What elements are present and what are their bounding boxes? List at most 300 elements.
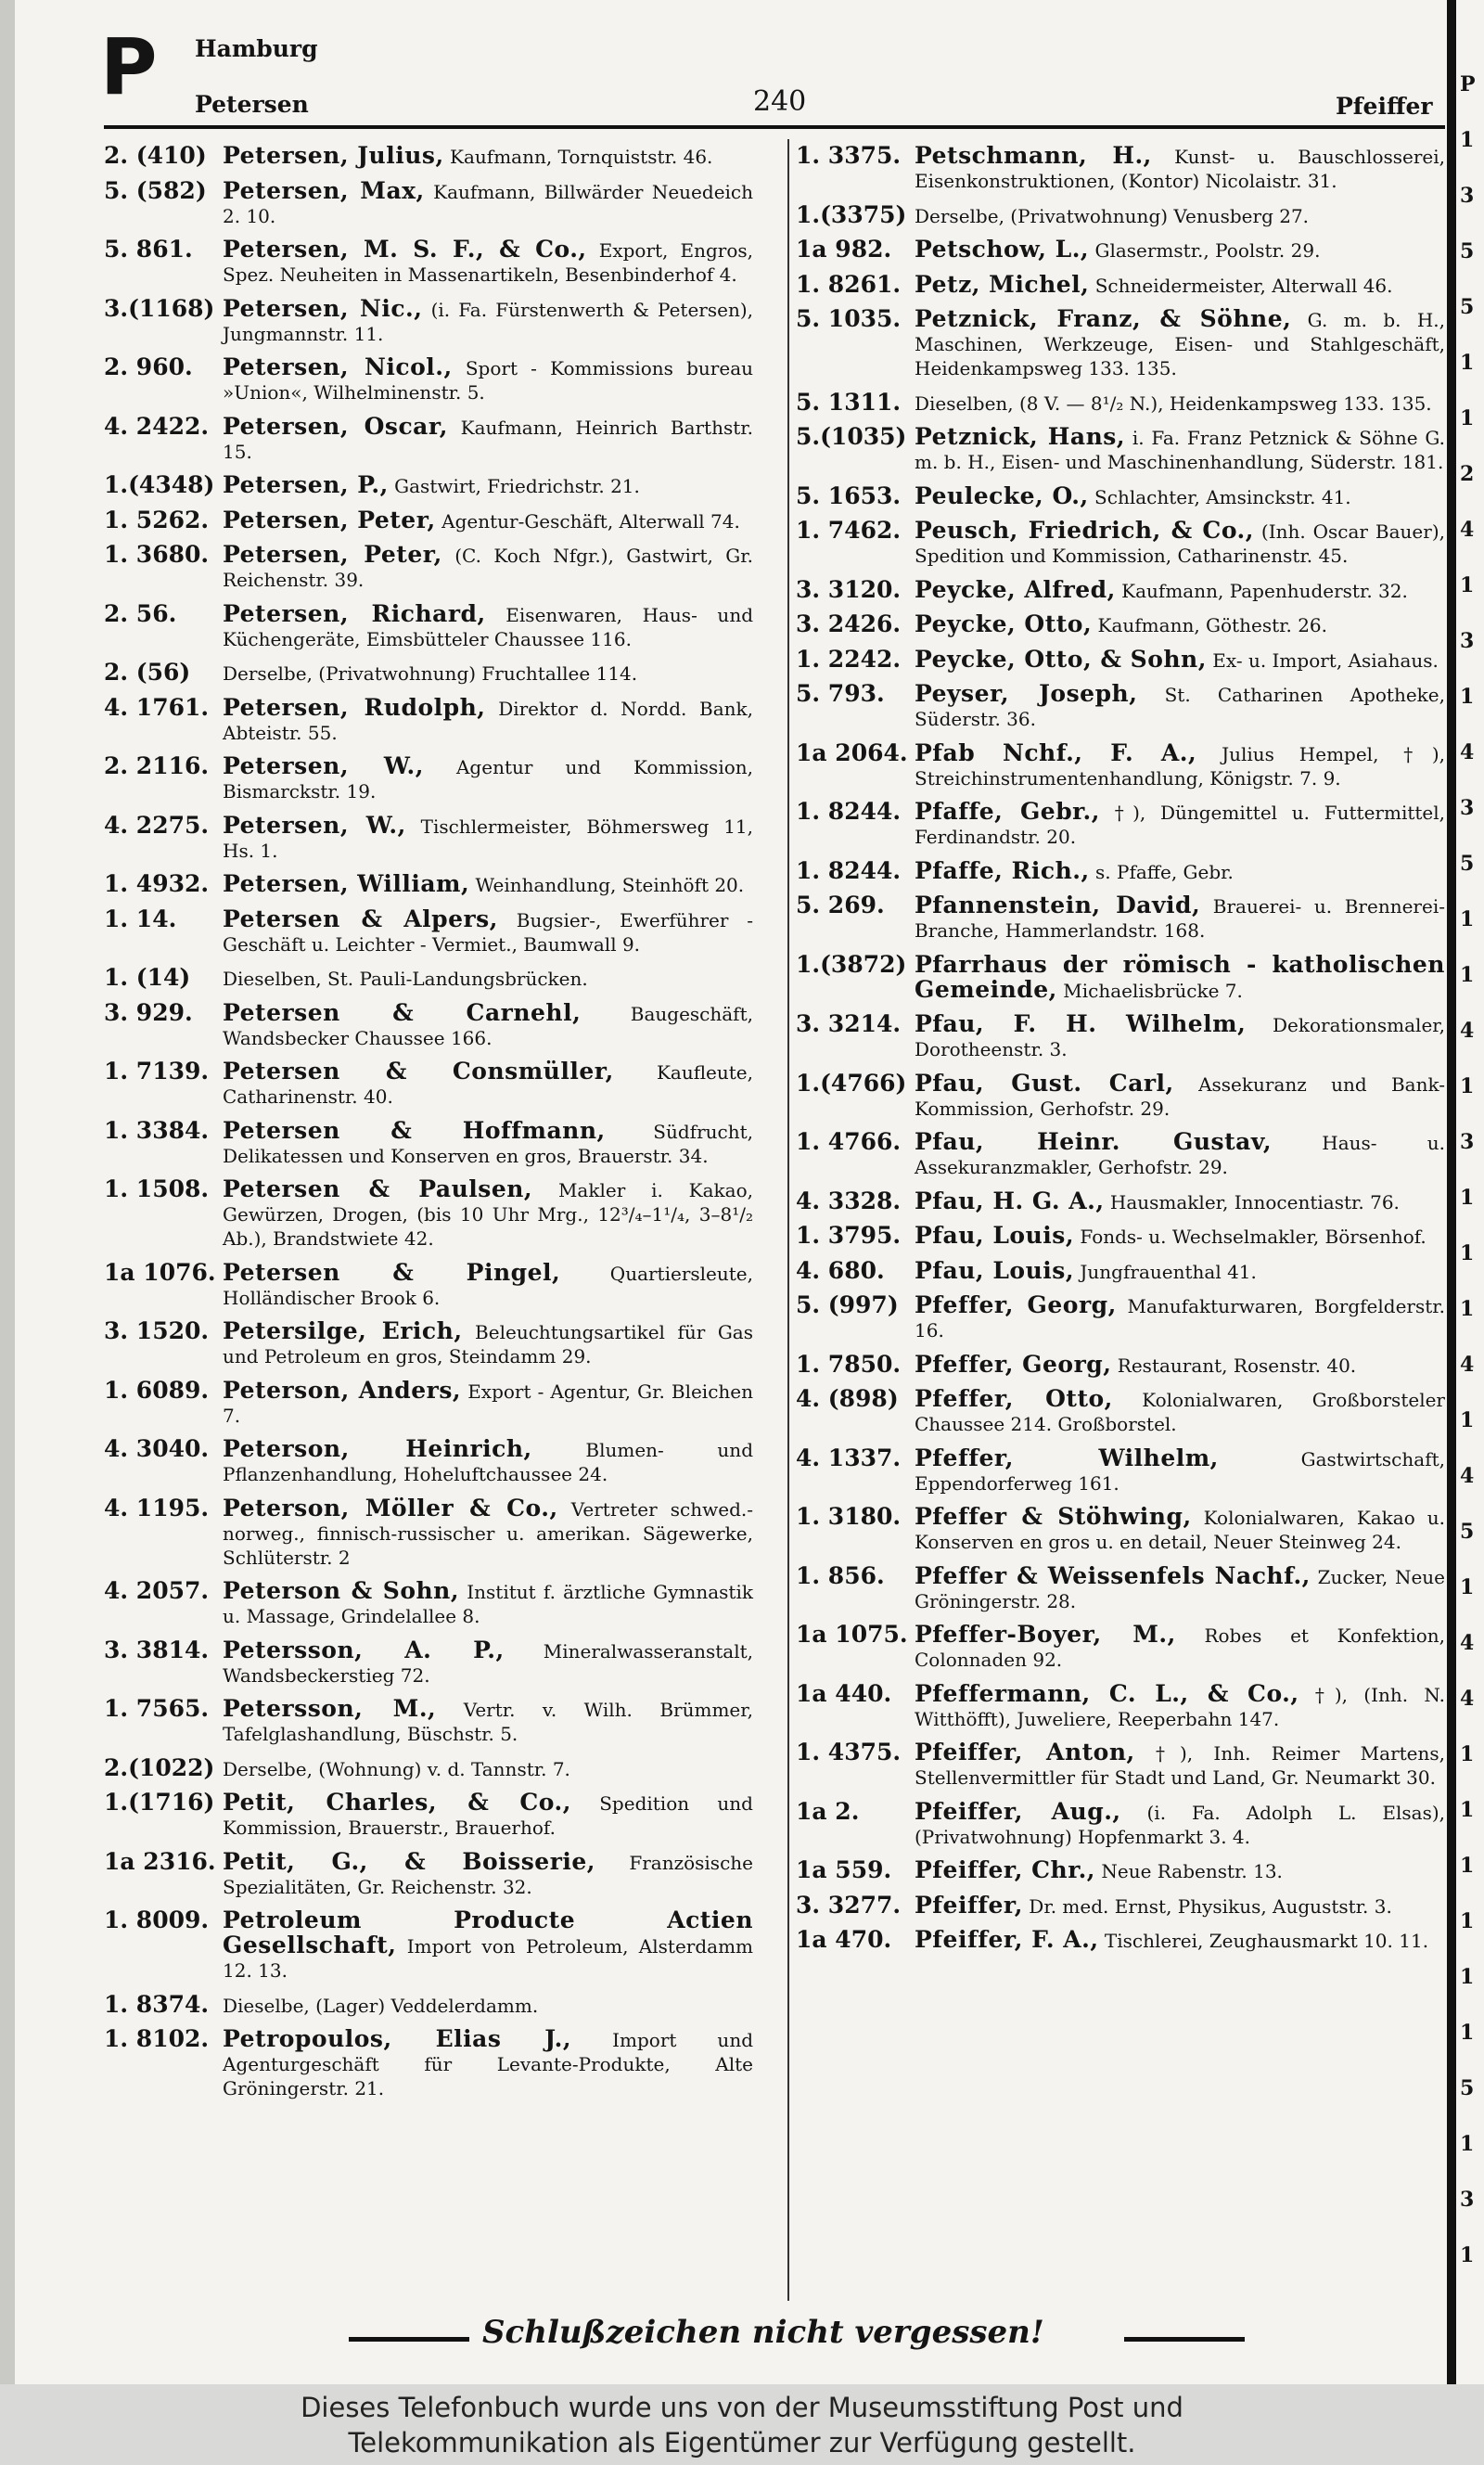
entry-details: i. Fa. Franz Petznick & Söhne G. m. b. H., Eisen- und Maschinenhandlung, Süderstr. 181.: [915, 427, 1445, 473]
subscriber-name: Pfaffe, Gebr.,: [915, 798, 1100, 825]
entry-text: [915, 425, 1445, 474]
subscriber-name: Petersen, Richard,: [223, 599, 486, 627]
directory-entry: [104, 1319, 753, 1368]
directory-entry: [796, 481, 1445, 509]
entry-text: [915, 612, 1445, 637]
phone-number: 1. 856.: [796, 1561, 885, 1589]
directory-entry: [104, 176, 754, 228]
directory-entry: [104, 1496, 753, 1570]
phone-number: 5.(1035): [796, 423, 907, 450]
phone-number: 1. 8244.: [796, 798, 902, 825]
spill-char: 1: [1460, 1909, 1475, 1933]
phone-number: 1a 2316.: [104, 1847, 216, 1875]
entry-text: [915, 1740, 1445, 1790]
entry-details: †), Inh. Reimer Martens, Stellenvermittler für Stadt und Land, Gr. Neumarkt 30.: [915, 1742, 1445, 1789]
entry-text: [223, 144, 753, 169]
entry-text: [223, 1847, 753, 1899]
phone-number: 2. 960.: [104, 353, 193, 380]
directory-entry: [104, 1753, 753, 1781]
left-running-head: Petersen: [195, 91, 309, 118]
phone-number: 5. (997): [796, 1291, 899, 1318]
phone-number: 2.(1022): [104, 1753, 215, 1781]
subscriber-name: Pfeffermann, C. L., & Co.,: [915, 1679, 1299, 1707]
header-rule: [104, 125, 1445, 129]
entry-details: Blumen- und Pflanzenhandlung, Hoheluftchaussee 24.: [223, 1439, 753, 1485]
subscriber-name: Petschow, L.,: [915, 236, 1090, 263]
entry-text: [915, 1797, 1445, 1849]
directory-entry: [104, 473, 753, 498]
directory-entry: [796, 144, 1445, 193]
phone-number: 1. 4375.: [796, 1739, 902, 1765]
entry-text: [223, 1177, 753, 1251]
phone-number: 1a 470.: [796, 1926, 892, 1953]
entry-text: [223, 508, 753, 533]
spill-char: 3: [1460, 1130, 1475, 1154]
section-letter: P: [100, 21, 158, 112]
right-running-head: Pfeiffer: [1336, 93, 1433, 120]
directory-entry: [796, 1561, 1445, 1613]
subscriber-name: Petersen, P.,: [223, 471, 389, 498]
subscriber-name: Pfeiffer, Chr.,: [915, 1856, 1095, 1883]
entry-text: [223, 1638, 753, 1688]
subscriber-name: Petropoulos, Elias J.,: [223, 2025, 572, 2052]
directory-entry: [796, 1797, 1445, 1849]
directory-entry: [104, 872, 753, 897]
entry-details: Export, Engros, Spez. Neuheiten in Massenartikeln, Besenbinderhof 4.: [223, 239, 753, 286]
entry-details: Kolonialwaren, Großborsteler Chaussee 214. Großborstel.: [915, 1389, 1445, 1435]
phone-number: 5. 1035.: [796, 305, 902, 332]
entry-details: Import und Agenturgeschäft für Levante-Produkte, Alte Gröningerstr. 21.: [223, 2029, 753, 2099]
subscriber-name: Petersen & Carnehl,: [223, 998, 582, 1026]
entry-text: [915, 682, 1445, 731]
entry-text: [223, 355, 753, 404]
entry-text: [915, 1224, 1445, 1249]
entry-details: Julius Hempel, †), Streichinstrumentenhandlung, Königstr. 7. 9.: [915, 742, 1445, 790]
entry-details: Kaufmann, Billwärder Neuedeich 2. 10.: [223, 180, 754, 227]
directory-entry: [104, 1847, 753, 1899]
entry-text: [915, 1891, 1445, 1919]
entry-text: [223, 998, 753, 1050]
entry-text: [915, 1189, 1445, 1214]
phone-number: 1a 559.: [796, 1856, 892, 1883]
entry-text: [915, 238, 1445, 263]
spill-char: 1: [1460, 907, 1475, 931]
directory-entry: [104, 1697, 753, 1746]
subscriber-name: Peycke, Otto,: [915, 610, 1093, 637]
spill-char: 1: [1460, 351, 1475, 375]
spill-char: 4: [1460, 1464, 1475, 1488]
directory-entry: [796, 425, 1445, 474]
entry-details: Dieselben, St. Pauli-Landungsbrücken.: [223, 968, 588, 990]
subscriber-name: Petz, Michel,: [915, 270, 1090, 298]
directory-entry: [796, 238, 1445, 263]
subscriber-name: Petit, G., & Boisserie,: [223, 1847, 595, 1875]
phone-number: 4. 1195.: [104, 1494, 210, 1521]
phone-number: 3. 2426.: [796, 610, 902, 637]
entry-details: Vertreter schwed.-norweg., finnisch-russischer u. amerikan. Sägewerke, Schlüterstr. 2: [223, 1497, 753, 1569]
spill-char: 1: [1460, 2132, 1475, 2156]
spill-char: 4: [1460, 1019, 1475, 1043]
phone-number: 3. 3120.: [796, 575, 902, 603]
entry-text: [223, 1059, 753, 1109]
entry-details: Südfrucht, Delikatessen und Konserven en gros, Brauerstr. 34.: [223, 1120, 754, 1167]
phone-number: 1.(1716): [104, 1789, 215, 1816]
subscriber-name: Peterson & Sohn,: [223, 1577, 460, 1604]
subscriber-name: Petznick, Franz, & Söhne,: [915, 305, 1292, 332]
phone-number: 4. 2057.: [104, 1577, 210, 1604]
directory-entry: [104, 238, 753, 287]
entry-text: [223, 1756, 753, 1781]
page-edge-right: [1447, 0, 1456, 2384]
directory-entry: [104, 412, 753, 464]
directory-entry: [104, 693, 754, 745]
entry-details: Import von Petroleum, Alsterdamm 12. 13.: [223, 1935, 753, 1982]
entry-details: Institut f. ärztliche Gymnastik u. Massage, Grindelallee 8.: [223, 1581, 753, 1627]
directory-entry: [104, 1638, 753, 1688]
spill-char: 1: [1460, 1854, 1475, 1878]
entry-text: [915, 950, 1445, 1003]
subscriber-name: Petersson, A. P.,: [223, 1636, 505, 1663]
entry-text: [915, 1012, 1445, 1061]
subscriber-name: Pfeffer, Wilhelm,: [915, 1444, 1219, 1471]
directory-entry: [796, 1679, 1445, 1731]
subscriber-name: Petersen, Rudolph,: [223, 693, 486, 721]
entry-details: (C. Koch Nfgr.), Gastwirt, Gr. Reichenstr. 39.: [223, 545, 754, 591]
directory-entry: [796, 612, 1445, 637]
entry-text: [223, 1791, 753, 1840]
subscriber-name: Petersen & Alpers,: [223, 905, 498, 932]
directory-entry: [104, 543, 753, 592]
phone-number: 1. 2242.: [796, 645, 902, 673]
spill-char: 1: [1460, 963, 1475, 987]
directory-entry: [796, 1224, 1445, 1249]
entry-details: Französische Spezialitäten, Gr. Reichenstr. 32.: [223, 1851, 753, 1898]
spill-char: 1: [1460, 2243, 1475, 2267]
entry-details: Tischlermeister, Böhmersweg 11, Hs. 1.: [223, 815, 753, 862]
phone-number: 1a 982.: [796, 236, 892, 263]
entry-details: Schlachter, Amsinckstr. 41.: [1088, 485, 1351, 508]
entry-text: [223, 1376, 753, 1428]
archive-note-line: Telekommunikation als Eigentümer zur Verfügung gestellt.: [348, 2427, 1136, 2459]
subscriber-name: Petersen & Consmüller,: [223, 1058, 614, 1085]
entry-text: [915, 1293, 1445, 1342]
directory-entry: [796, 1189, 1445, 1214]
entry-details: Derselbe, (Wohnung) v. d. Tannstr. 7.: [223, 1757, 570, 1780]
spill-char: 1: [1460, 1742, 1475, 1766]
entry-details: Kaufmann, Tornquiststr. 46.: [443, 146, 713, 168]
phone-number: 4. 3328.: [796, 1187, 902, 1214]
phone-number: 4. 2422.: [104, 412, 210, 440]
spill-char: 1: [1460, 128, 1475, 152]
entry-text: [223, 907, 753, 956]
spill-char: 1: [1460, 406, 1475, 430]
phone-number: 1. 8102.: [104, 2025, 210, 2052]
subscriber-name: Petersen, Oscar,: [223, 412, 448, 440]
phone-number: 5. 793.: [796, 680, 885, 707]
entry-details: Weinhandlung, Steinhöft 20.: [469, 874, 745, 896]
directory-entry: [796, 645, 1445, 673]
entry-details: (i. Fa. Adolph L. Elsas), (Privatwohnung) Hopfenmarkt 3. 4.: [915, 1801, 1445, 1848]
subscriber-name: Petersen, Peter,: [223, 506, 436, 533]
directory-entry: [796, 1858, 1445, 1883]
subscriber-name: Pfeffer & Stöhwing,: [915, 1503, 1192, 1530]
entry-details: Derselbe, (Privatwohnung) Fruchtallee 114.: [223, 662, 638, 685]
left-column: [104, 144, 753, 2111]
phone-number: 1a 2.: [796, 1797, 860, 1825]
directory-entry: [104, 599, 753, 651]
entry-text: [915, 1256, 1445, 1284]
entry-text: [223, 1319, 753, 1368]
phone-number: 1. 8374.: [104, 1990, 210, 2018]
directory-entry: [104, 966, 753, 991]
spill-char: 4: [1460, 1687, 1475, 1711]
entry-text: [223, 473, 753, 498]
directory-entry: [796, 1891, 1445, 1919]
subscriber-name: Petschmann, H.,: [915, 142, 1152, 169]
directory-entry: [796, 270, 1445, 298]
phone-number: 1. 1508.: [104, 1175, 210, 1202]
directory-entry: [796, 1012, 1445, 1061]
entry-text: [915, 1130, 1445, 1179]
entry-details: Glasermstr., Poolstr. 29.: [1089, 239, 1321, 262]
spill-char: 1: [1460, 1186, 1475, 1210]
spill-char: 5: [1460, 1520, 1475, 1544]
entry-text: [223, 872, 753, 897]
subscriber-name: Petersen, Peter,: [223, 541, 442, 568]
page-number: 240: [753, 85, 807, 118]
entry-details: †), Düngemittel u. Futtermittel, Ferdinandstr. 20.: [915, 802, 1446, 848]
right-column: [796, 144, 1445, 1963]
phone-number: 3. 3814.: [104, 1636, 210, 1663]
directory-entry: [104, 1376, 753, 1428]
subscriber-name: Pfeffer & Weissenfels Nachf.,: [915, 1561, 1311, 1589]
subscriber-name: Petersen & Paulsen,: [223, 1175, 533, 1202]
phone-number: 1. 6089.: [104, 1376, 210, 1404]
phone-number: 1. 3795.: [796, 1222, 902, 1249]
phone-number: 5. 1653.: [796, 481, 902, 509]
entry-text: [915, 391, 1445, 416]
phone-number: 2. (56): [104, 659, 191, 686]
directory-entry: [104, 1177, 753, 1251]
directory-entry: [796, 800, 1445, 849]
subscriber-name: Petersen, Nicol.,: [223, 353, 453, 380]
directory-entry: [104, 1990, 753, 2018]
phone-number: 1. 7850.: [796, 1350, 902, 1378]
phone-number: 4. 680.: [796, 1256, 885, 1284]
directory-entry: [796, 856, 1445, 884]
footer-reminder: Schlußzeichen nicht vergessen!: [482, 2314, 1044, 2351]
subscriber-name: Peyser, Joseph,: [915, 680, 1138, 707]
directory-entry: [796, 1350, 1445, 1378]
entry-details: Dekorationsmaler, Dorotheenstr. 3.: [915, 1014, 1445, 1060]
entry-text: [223, 1697, 753, 1746]
directory-entry: [796, 1256, 1445, 1284]
entry-details: Makler i. Kakao, Gewürzen, Drogen, (bis 10 Uhr Mrg., 12³/₄–1¹/₄, 3–8¹/₂ Ab.), Brandstwiete 42.: [223, 1179, 753, 1250]
entry-text: [223, 412, 753, 464]
subscriber-name: Petersen & Hoffmann,: [223, 1116, 606, 1144]
spill-char: 1: [1460, 685, 1475, 709]
directory-entry: [104, 355, 753, 404]
entry-details: Neue Rabenstr. 13.: [1095, 1860, 1283, 1882]
entry-text: [223, 543, 753, 592]
entry-details: Robes et Konfektion, Colonnaden 92.: [915, 1624, 1446, 1671]
subscriber-name: Pfeffer, Georg,: [915, 1350, 1112, 1378]
subscriber-name: Pfeiffer,: [915, 1891, 1023, 1919]
spill-char: 5: [1460, 2076, 1475, 2100]
directory-entry: [104, 998, 753, 1050]
directory-entry: [796, 682, 1445, 731]
entry-details: Assekuranz und Bank-Kommission, Gerhofstr. 29.: [915, 1072, 1445, 1120]
phone-number: 3. 1520.: [104, 1317, 210, 1344]
entry-details: Kaufmann, Heinrich Barthstr. 15.: [223, 416, 753, 463]
phone-number: 1.(3872): [796, 950, 907, 978]
entry-text: [915, 519, 1445, 568]
entry-text: [223, 1116, 754, 1168]
entry-text: [915, 270, 1445, 298]
subscriber-name: Peterson, Möller & Co.,: [223, 1494, 558, 1521]
entry-text: [223, 1496, 753, 1570]
directory-entry: [796, 388, 1445, 416]
phone-number: 1.(3375): [796, 200, 907, 228]
archive-note: [0, 2384, 1484, 2465]
spill-char: 1: [1460, 1575, 1475, 1599]
spill-char: 1: [1460, 573, 1475, 597]
phone-number: 1. 3375.: [796, 142, 902, 169]
subscriber-name: Peulecke, O.,: [915, 481, 1089, 509]
subscriber-name: Pfau, Gust. Carl,: [915, 1069, 1174, 1097]
page-edge-left: [0, 0, 15, 2384]
directory-entry: [796, 519, 1445, 568]
entry-text: [915, 1505, 1445, 1554]
spill-char: 5: [1460, 239, 1475, 263]
entry-text: [223, 2027, 753, 2100]
directory-entry: [104, 1258, 753, 1310]
entry-details: Agentur und Kommission, Bismarckstr. 19.: [223, 756, 753, 802]
entry-details: Agentur-Geschäft, Alterwall 74.: [435, 509, 740, 533]
subscriber-name: Pfeffer-Boyer, M.,: [915, 1621, 1176, 1648]
entry-text: [223, 1993, 753, 2018]
subscriber-name: Pfau, Louis,: [915, 1256, 1075, 1284]
phone-number: 1. 3680.: [104, 541, 210, 568]
directory-entry: [796, 1130, 1445, 1179]
entry-details: Jungfrauenthal 41.: [1074, 1260, 1257, 1283]
spill-char: 4: [1460, 518, 1475, 542]
directory-entry: [104, 294, 753, 346]
subscriber-name: Pfab Nchf., F. A.,: [915, 738, 1197, 766]
directory-entry: [796, 893, 1445, 943]
entry-text: [223, 176, 754, 228]
directory-entry: [796, 1623, 1445, 1672]
phone-number: 1. 7565.: [104, 1695, 210, 1722]
subscriber-name: Pfannenstein, David,: [915, 892, 1201, 918]
entry-details: Kunst- u. Bauschlosserei, Eisenkonstruktionen, (Kontor) Nicolaistr. 31.: [915, 146, 1445, 192]
subscriber-name: Petersen, William,: [223, 870, 470, 897]
spill-char: 3: [1460, 184, 1475, 208]
subscriber-name: Petersen, Max,: [223, 176, 425, 204]
entry-text: [915, 144, 1445, 193]
directory-entry: [796, 200, 1445, 228]
entry-details: †), (Inh. N. Witthöfft), Juweliere, Reeperbahn 147.: [915, 1683, 1445, 1730]
entry-details: Gastwirt, Friedrichstr. 21.: [388, 475, 640, 497]
subscriber-name: Pfarrhaus der römisch - katholischen Gemeinde,: [915, 950, 1445, 1003]
directory-entry: [104, 1437, 753, 1486]
directory-entry: [104, 2027, 753, 2100]
subscriber-name: Petersson, M.,: [223, 1695, 437, 1722]
entry-text: [223, 811, 753, 863]
entry-details: Export - Agentur, Gr. Bleichen 7.: [223, 1380, 753, 1427]
entry-text: [915, 1623, 1445, 1672]
directory-entry: [104, 811, 753, 863]
phone-number: 1. 3180.: [796, 1503, 902, 1530]
phone-number: 4. (898): [796, 1385, 899, 1412]
directory-entry: [104, 144, 753, 169]
phone-number: 1. 3384.: [104, 1116, 210, 1144]
phone-number: 1. 8261.: [796, 270, 902, 298]
spill-char: 1: [1460, 1798, 1475, 1822]
entry-details: Kolonialwaren, Kakao u. Konserven en gros u. en detail, Neuer Steinweg 24.: [915, 1507, 1446, 1553]
phone-number: 4. 1337.: [796, 1444, 902, 1471]
entry-details: Michaelisbrücke 7.: [1056, 979, 1243, 1002]
phone-number: 2. 2116.: [104, 752, 210, 779]
subscriber-name: Petersen, W.,: [223, 752, 424, 779]
entry-details: G. m. b. H., Maschinen, Werkzeuge, Eisen- und Stahlgeschäft, Heidenkampsweg 133. 135.: [915, 309, 1445, 379]
archive-note-line: Dieses Telefonbuch wurde uns von der Museumsstiftung Post und: [301, 2392, 1183, 2423]
phone-number: 1. 8009.: [104, 1907, 210, 1933]
entry-text: [223, 294, 753, 346]
directory-entry: [104, 1791, 753, 1840]
entry-details: Hausmakler, Innocentiastr. 76.: [1104, 1190, 1400, 1213]
directory-entry: [796, 1387, 1445, 1436]
phone-number: 5. (582): [104, 176, 207, 204]
footer-rule-right: [1124, 2337, 1245, 2342]
entry-details: (Inh. Oscar Bauer), Spedition und Kommission, Catharinenstr. 45.: [915, 520, 1445, 567]
entry-text: [223, 238, 753, 287]
phone-number: 1.(4348): [104, 471, 215, 498]
subscriber-name: Petersen & Pingel,: [223, 1258, 561, 1286]
entry-text: [915, 1350, 1445, 1378]
entry-text: [915, 307, 1445, 380]
subscriber-name: Petroleum Producte Actien Gesellschaft,: [223, 1907, 753, 1958]
subscriber-name: Pfeffer, Georg,: [915, 1291, 1117, 1318]
directory-entry: [104, 1579, 753, 1628]
spill-char: 2: [1460, 462, 1475, 486]
phone-number: 1. 8244.: [796, 856, 902, 884]
entry-details: (i. Fa. Fürstenwerth & Petersen), Jungmannstr. 11.: [223, 298, 753, 345]
subscriber-name: Pfeiffer, Anton,: [915, 1739, 1135, 1765]
phone-number: 1.(4766): [796, 1069, 907, 1097]
entry-details: Brauerei- u. Brennerei-Branche, Hammerlandstr. 168.: [915, 895, 1445, 942]
spill-char: 5: [1460, 295, 1475, 319]
phone-number: 1a 2064.: [796, 738, 908, 766]
entry-text: [915, 575, 1445, 603]
entry-text: [915, 203, 1445, 228]
entry-details: Kaufmann, Papenhuderstr. 32.: [1115, 579, 1408, 602]
spill-char: 3: [1460, 2188, 1475, 2212]
phone-number: 1. 14.: [104, 905, 177, 932]
entry-text: [223, 1579, 753, 1628]
phone-number: 3.(1168): [104, 294, 215, 322]
directory-entry: [796, 1505, 1445, 1554]
subscriber-name: Pfau, Louis,: [915, 1222, 1075, 1249]
entry-details: Derselbe, (Privatwohnung) Venusberg 27.: [915, 204, 1310, 227]
phone-number: 2. (410): [104, 142, 207, 169]
entry-details: St. Catharinen Apotheke, Süderstr. 36.: [915, 684, 1445, 730]
entry-text: [915, 481, 1445, 509]
directory-entry: [796, 1293, 1445, 1342]
entry-text: [915, 1069, 1445, 1121]
subscriber-name: Pfeffer, Otto,: [915, 1385, 1113, 1412]
directory-entry: [796, 738, 1445, 790]
